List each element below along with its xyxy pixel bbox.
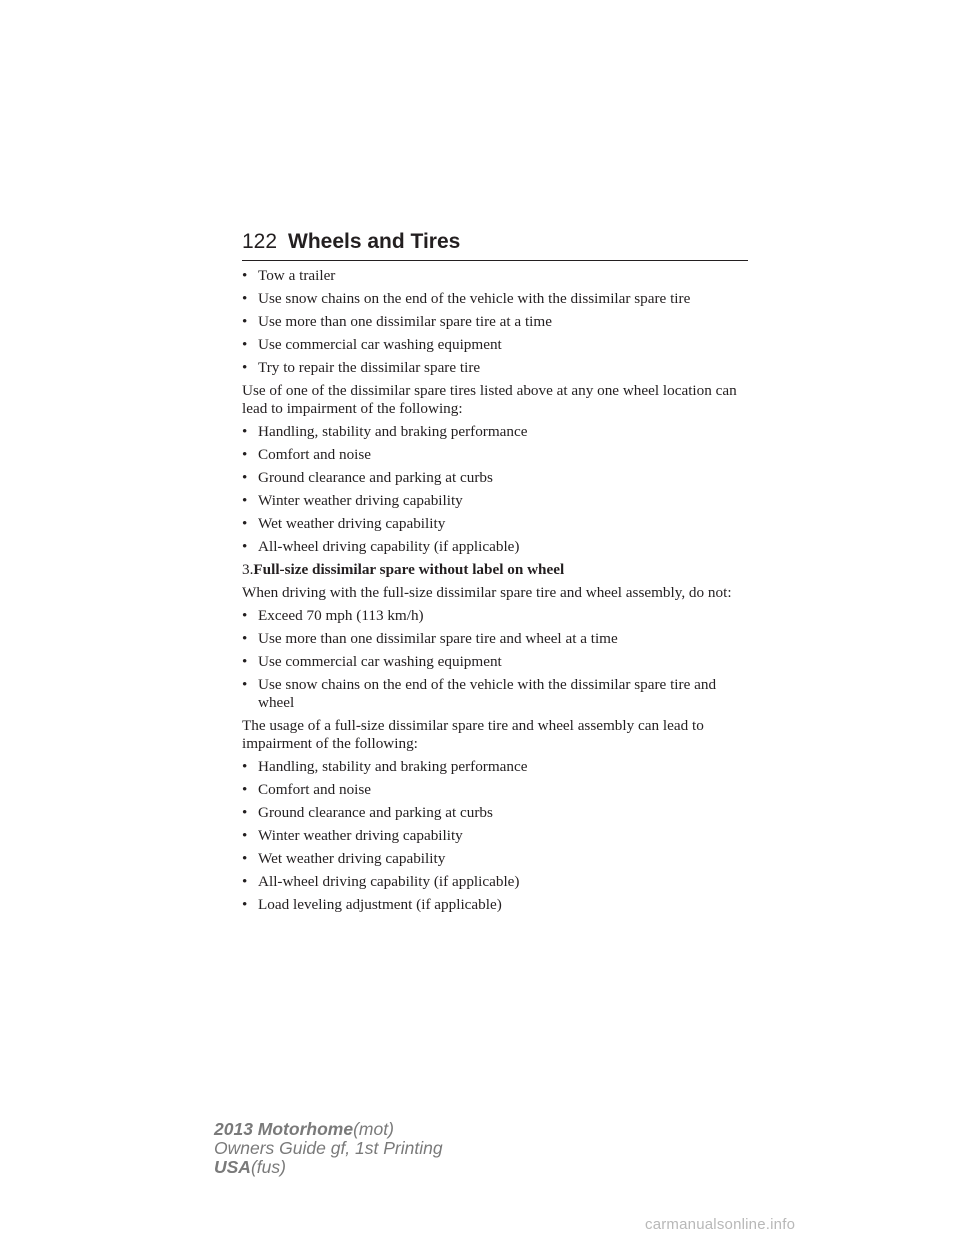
bullet-icon: •: [242, 653, 248, 670]
page-content: [242, 267, 752, 919]
list-item-text: All-wheel driving capability (if applicable): [258, 538, 520, 555]
page-header: [242, 228, 748, 261]
list-item: [242, 758, 752, 776]
footer-model: 2013 Motorhome: [214, 1119, 354, 1139]
list-item-text: Exceed 70 mph (113 km/h): [258, 607, 424, 624]
list-item: [242, 267, 752, 285]
list-item: [242, 515, 752, 533]
bullet-list: [242, 423, 752, 556]
bullet-icon: •: [242, 781, 248, 798]
footer-model-code: (mot): [353, 1119, 394, 1139]
bullet-icon: •: [242, 492, 248, 509]
list-item-text: Handling, stability and braking performance: [258, 423, 528, 440]
bullet-icon: •: [242, 446, 248, 463]
list-item-text: Handling, stability and braking performance: [258, 758, 528, 775]
watermark: carmanualsonline.info: [645, 1216, 796, 1233]
list-item: [242, 538, 752, 556]
list-item: [242, 653, 752, 671]
print-footer: [214, 1120, 443, 1177]
paragraph: When driving with the full-size dissimilar spare tire and wheel assembly, do not:: [242, 584, 732, 601]
page-number: 122: [242, 230, 278, 253]
list-item-text: Use more than one dissimilar spare tire and wheel at a time: [258, 630, 618, 647]
list-item: [242, 896, 752, 914]
bullet-icon: •: [242, 423, 248, 440]
footer-line: [214, 1158, 443, 1177]
bullet-icon: •: [242, 538, 248, 555]
paragraph: Use of one of the dissimilar spare tires listed above at any one wheel location can lead to impairment of the following:: [242, 382, 737, 417]
list-item-text: Tow a trailer: [258, 267, 336, 284]
footer-line: Owners Guide gf, 1st Printing: [214, 1138, 443, 1158]
list-item: [242, 469, 752, 487]
list-item-text: Load leveling adjustment (if applicable): [258, 896, 502, 913]
list-item: [242, 607, 752, 625]
list-item: [242, 336, 752, 354]
section-title: Wheels and Tires: [288, 230, 461, 253]
list-item: [242, 313, 752, 331]
list-item: [242, 359, 752, 377]
bullet-icon: •: [242, 896, 248, 913]
bullet-list: [242, 267, 752, 377]
bullet-list: [242, 758, 752, 914]
bullet-icon: •: [242, 336, 248, 353]
list-item: [242, 676, 752, 712]
list-item: [242, 492, 752, 510]
list-item-text: Use more than one dissimilar spare tire at a time: [258, 313, 552, 330]
list-item-text: Wet weather driving capability: [258, 850, 446, 867]
numbered-heading: [242, 561, 752, 579]
bullet-icon: •: [242, 630, 248, 647]
list-item: [242, 804, 752, 822]
bullet-icon: •: [242, 290, 248, 307]
list-item: [242, 873, 752, 891]
list-item-text: Winter weather driving capability: [258, 492, 463, 509]
heading-text: Full-size dissimilar spare without label on wheel: [253, 561, 565, 578]
bullet-icon: •: [242, 850, 248, 867]
list-item: [242, 827, 752, 845]
heading-number: 3.: [242, 561, 254, 578]
list-item-text: Try to repair the dissimilar spare tire: [258, 359, 481, 376]
bullet-icon: •: [242, 873, 248, 890]
list-item-text: Use snow chains on the end of the vehicle with the dissimilar spare tire and wheel: [258, 676, 717, 711]
list-item: [242, 630, 752, 648]
list-item: [242, 781, 752, 799]
paragraph: The usage of a full-size dissimilar spare tire and wheel assembly can lead to impairment of the following:: [242, 717, 704, 752]
list-item: [242, 850, 752, 868]
bullet-icon: •: [242, 469, 248, 486]
bullet-icon: •: [242, 359, 248, 376]
bullet-list: [242, 607, 752, 712]
footer-market-code: (fus): [250, 1157, 286, 1177]
list-item-text: Winter weather driving capability: [258, 827, 463, 844]
bullet-icon: •: [242, 758, 248, 775]
footer-market: USA: [214, 1157, 251, 1177]
bullet-icon: •: [242, 827, 248, 844]
list-item-text: Use commercial car washing equipment: [258, 653, 502, 670]
list-item: [242, 290, 752, 308]
list-item-text: Ground clearance and parking at curbs: [258, 469, 493, 486]
bullet-icon: •: [242, 676, 248, 693]
list-item-text: Ground clearance and parking at curbs: [258, 804, 493, 821]
list-item-text: Comfort and noise: [258, 446, 372, 463]
list-item-text: Use snow chains on the end of the vehicle with the dissimilar spare tire: [258, 290, 691, 307]
bullet-icon: •: [242, 313, 248, 330]
list-item: [242, 446, 752, 464]
list-item-text: Comfort and noise: [258, 781, 372, 798]
list-item: [242, 423, 752, 441]
bullet-icon: •: [242, 804, 248, 821]
list-item-text: Use commercial car washing equipment: [258, 336, 502, 353]
bullet-icon: •: [242, 267, 248, 284]
bullet-icon: •: [242, 607, 248, 624]
bullet-icon: •: [242, 515, 248, 532]
footer-line: [214, 1120, 443, 1139]
list-item-text: Wet weather driving capability: [258, 515, 446, 532]
list-item-text: All-wheel driving capability (if applicable): [258, 873, 520, 890]
